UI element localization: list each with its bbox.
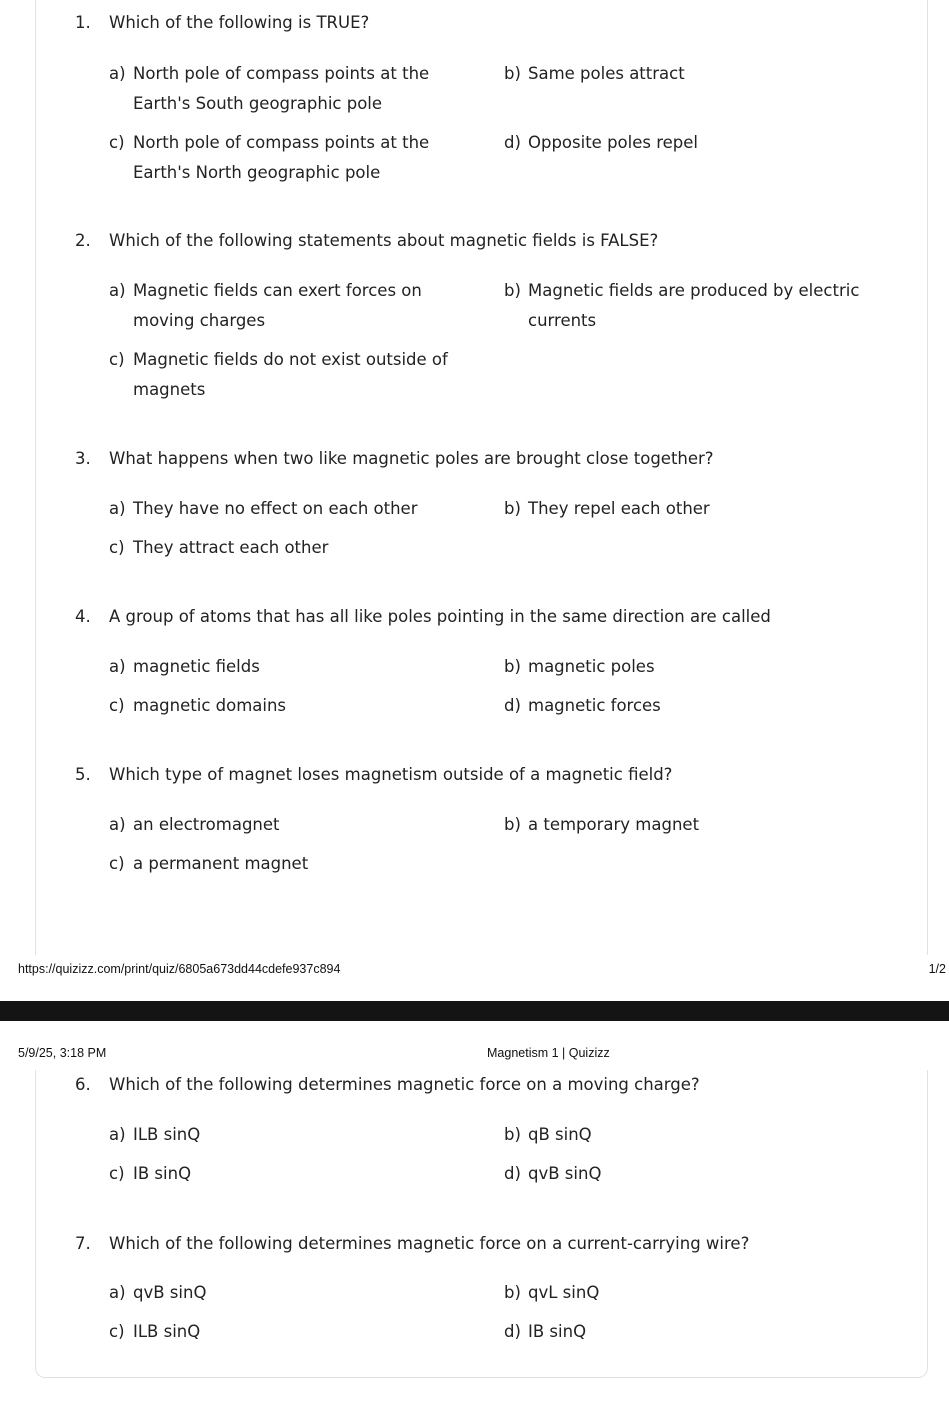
print-header [18, 1046, 946, 1060]
print-footer [18, 962, 946, 976]
print-url: https://quizizz.com/print/quiz/6805a673dd44cdefe937c894 [18, 962, 341, 976]
option-letter: a) [109, 1283, 126, 1302]
option-a [109, 1120, 469, 1150]
question-number: 2. [75, 231, 91, 250]
option-text: an electromagnet [133, 815, 280, 834]
question-number: 1. [75, 13, 91, 32]
option-letter: b) [504, 657, 521, 676]
option-letter: c) [109, 1322, 125, 1341]
option-text: qvL sinQ [528, 1283, 600, 1302]
option-letter: b) [504, 1125, 521, 1144]
option-text: qvB sinQ [133, 1283, 207, 1302]
option-letter: c) [109, 1164, 125, 1183]
option-text: Same poles attract [528, 64, 685, 83]
question-number: 7. [75, 1234, 91, 1253]
option-d [504, 1159, 864, 1189]
option-text: They attract each other [133, 538, 329, 557]
question-header [75, 607, 771, 627]
print-datetime: 5/9/25, 3:18 PM [18, 1046, 107, 1060]
option-b [504, 59, 864, 89]
question-text: Which of the following determines magnetic force on a current-carrying wire? [109, 1234, 750, 1253]
question-number: 3. [75, 449, 91, 468]
option-text: North pole of compass points at the Earth's South geographic pole [133, 64, 430, 113]
option-b [504, 810, 864, 840]
option-letter: d) [504, 133, 521, 152]
option-letter: b) [504, 815, 521, 834]
option-letter: d) [504, 1164, 521, 1183]
option-b [504, 276, 864, 336]
option-text: North pole of compass points at the Earth's North geographic pole [133, 133, 430, 182]
question-text: What happens when two like magnetic poles are brought close together? [109, 449, 714, 468]
question-header [75, 449, 714, 469]
option-letter: a) [109, 281, 126, 300]
question-number: 5. [75, 765, 91, 784]
option-d [504, 1317, 864, 1347]
option-letter: b) [504, 1283, 521, 1302]
option-letter: c) [109, 854, 125, 873]
document-title: Magnetism 1 | Quizizz [487, 1046, 610, 1060]
quiz-page-2 [35, 1070, 928, 1378]
option-a [109, 652, 469, 682]
option-letter: c) [109, 133, 125, 152]
option-letter: d) [504, 1322, 521, 1341]
question-text: Which of the following statements about magnetic fields is FALSE? [109, 231, 659, 250]
option-b [504, 1278, 864, 1308]
option-letter: b) [504, 281, 521, 300]
question-header [75, 1234, 749, 1254]
option-a [109, 494, 469, 524]
option-c [109, 849, 469, 879]
option-c [109, 1317, 469, 1347]
option-letter: a) [109, 499, 126, 518]
option-d [504, 691, 864, 721]
option-d [504, 128, 864, 158]
option-c [109, 1159, 469, 1189]
question-text: Which of the following determines magnetic force on a moving charge? [109, 1075, 700, 1094]
question-text: Which of the following is TRUE? [109, 13, 370, 32]
option-text: qvB sinQ [528, 1164, 602, 1183]
option-text: magnetic domains [133, 696, 287, 715]
page-indicator: 1/2 [928, 962, 946, 976]
option-letter: b) [504, 64, 521, 83]
option-a [109, 276, 469, 336]
option-c [109, 691, 469, 721]
question-text: Which type of magnet loses magnetism outside of a magnetic field? [109, 765, 673, 784]
option-text: a permanent magnet [133, 854, 309, 873]
option-text: Magnetic fields are produced by electric currents [528, 281, 860, 330]
option-text: They repel each other [528, 499, 710, 518]
question-header [75, 765, 672, 785]
option-text: magnetic fields [133, 657, 260, 676]
option-text: ILB sinQ [133, 1322, 201, 1341]
page-divider [0, 1001, 949, 1021]
option-letter: d) [504, 696, 521, 715]
option-text: Magnetic fields can exert forces on moving charges [133, 281, 422, 330]
option-a [109, 59, 469, 119]
option-a [109, 810, 469, 840]
option-text: magnetic forces [528, 696, 661, 715]
option-b [504, 494, 864, 524]
option-letter: c) [109, 538, 125, 557]
option-text: IB sinQ [528, 1322, 587, 1341]
option-text: They have no effect on each other [133, 499, 418, 518]
option-letter: c) [109, 696, 125, 715]
option-letter: a) [109, 64, 126, 83]
option-letter: c) [109, 350, 125, 369]
option-text: a temporary magnet [528, 815, 700, 834]
question-text: A group of atoms that has all like poles pointing in the same direction are called [109, 607, 771, 626]
option-c [109, 345, 469, 405]
option-letter: b) [504, 499, 521, 518]
option-text: IB sinQ [133, 1164, 192, 1183]
option-text: ILB sinQ [133, 1125, 201, 1144]
question-header [75, 231, 658, 251]
option-c [109, 128, 469, 188]
question-header [75, 13, 369, 33]
question-header [75, 1075, 700, 1095]
option-text: magnetic poles [528, 657, 655, 676]
option-a [109, 1278, 469, 1308]
option-b [504, 1120, 864, 1150]
option-text: qB sinQ [528, 1125, 592, 1144]
option-b [504, 652, 864, 682]
option-c [109, 533, 469, 563]
option-text: Magnetic fields do not exist outside of magnets [133, 350, 448, 399]
question-number: 4. [75, 607, 91, 626]
option-letter: a) [109, 815, 126, 834]
option-text: Opposite poles repel [528, 133, 699, 152]
quiz-page-1 [35, 0, 928, 955]
option-letter: a) [109, 1125, 126, 1144]
question-number: 6. [75, 1075, 91, 1094]
option-letter: a) [109, 657, 126, 676]
